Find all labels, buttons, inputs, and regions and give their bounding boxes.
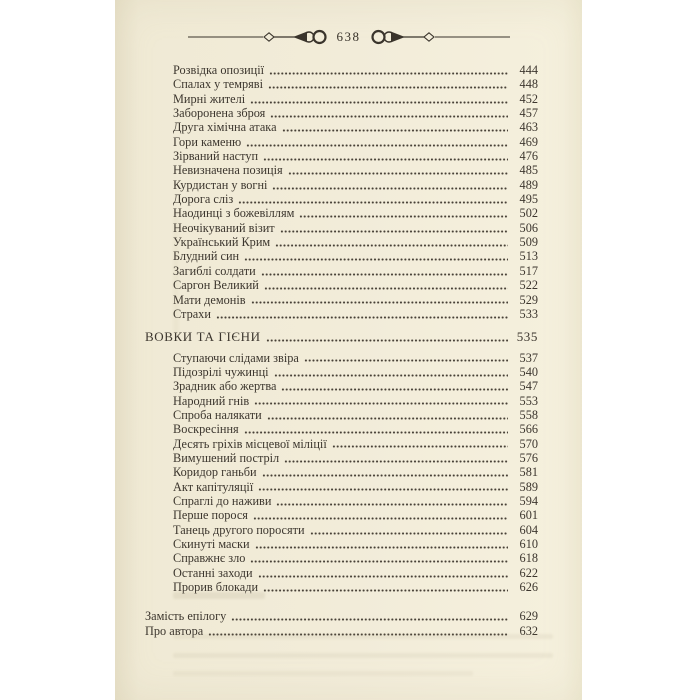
- toc-label: Спроба налякати: [173, 407, 262, 422]
- toc-row: [145, 379, 538, 393]
- toc-row: [145, 609, 538, 623]
- toc-row: [145, 63, 538, 77]
- dot-leader: [280, 230, 508, 233]
- bleed-through-mark: [173, 653, 553, 658]
- header-ornament-left-icon: [188, 28, 328, 46]
- dot-leader: [250, 560, 508, 563]
- toc-label: Друга хімічна атака: [173, 120, 277, 135]
- toc-row: [145, 465, 538, 479]
- bleed-through-mark: [173, 671, 473, 676]
- toc-page-number: 533: [519, 306, 538, 321]
- dot-leader: [251, 301, 508, 304]
- toc-label: Зрадник або жертва: [173, 379, 277, 394]
- toc-page-number: 594: [519, 493, 538, 508]
- toc-page-number: 509: [519, 235, 538, 250]
- toc-page-number: 463: [519, 120, 538, 135]
- toc-row: [145, 624, 538, 638]
- dot-leader: [216, 316, 508, 319]
- dot-leader: [244, 431, 508, 434]
- toc-label: Прорив блокади: [173, 580, 259, 595]
- toc-row: [145, 351, 538, 365]
- dot-leader: [244, 258, 508, 261]
- toc-label: Скинуті маски: [173, 537, 250, 551]
- toc-label: Ступаючи слідами звіра: [173, 350, 299, 365]
- dot-leader: [268, 86, 508, 89]
- toc-page-number: 495: [519, 192, 538, 207]
- toc-label: Заборонена зброя: [173, 106, 266, 121]
- dot-leader: [310, 532, 508, 535]
- page-number: 638: [336, 29, 361, 44]
- toc-row: [145, 551, 538, 565]
- toc-label: Український Крим: [173, 235, 271, 250]
- toc-page-number: 469: [519, 134, 538, 149]
- toc-page-number: 629: [519, 609, 538, 624]
- dot-leader: [263, 158, 508, 161]
- dot-leader: [231, 618, 508, 621]
- toc-page-number: 448: [519, 77, 538, 92]
- dot-leader: [275, 244, 508, 247]
- toc-row: [145, 206, 538, 220]
- dot-leader: [299, 215, 508, 218]
- dot-leader: [288, 172, 508, 175]
- dot-leader: [304, 359, 508, 362]
- dot-leader: [255, 546, 508, 549]
- toc-page-number: 601: [519, 508, 538, 523]
- dot-leader: [263, 589, 508, 592]
- toc-page-number: 537: [519, 350, 538, 365]
- toc-page-number: 576: [519, 450, 538, 465]
- toc-page-number: 622: [519, 565, 538, 580]
- toc-row: [145, 451, 538, 465]
- book-page: [115, 0, 582, 700]
- toc-label: Спалах у темряві: [173, 77, 264, 92]
- dot-leader: [274, 374, 508, 377]
- dot-leader: [284, 460, 508, 463]
- toc-label: Підозрілі чужинці: [173, 364, 269, 379]
- toc-label: Танець другого поросяти: [173, 522, 305, 537]
- toc-row: [145, 437, 538, 451]
- toc-label: Страхи: [173, 306, 211, 321]
- toc-label: Розвідка опозиції: [173, 63, 265, 77]
- toc-page-number: 517: [519, 263, 538, 278]
- dot-leader: [254, 402, 508, 405]
- toc-row: [145, 249, 538, 263]
- toc-row: [145, 494, 538, 508]
- toc-row: [145, 92, 538, 106]
- toc-page-number: 513: [519, 249, 538, 264]
- toc-row: [145, 106, 538, 120]
- toc-label: Вимушений постріл: [173, 450, 280, 465]
- toc-label: Воскресіння: [173, 422, 239, 437]
- toc-row: [145, 566, 538, 580]
- toc-label: Десять гріхів місцевої міліції: [173, 436, 327, 451]
- toc-page-number: 489: [519, 177, 538, 192]
- toc-page-number: 476: [519, 149, 538, 164]
- dot-leader: [208, 633, 508, 636]
- dot-leader: [332, 445, 508, 448]
- dot-leader: [281, 388, 508, 391]
- toc-page-number: 610: [519, 537, 538, 551]
- toc-label: Мирні жителі: [173, 91, 246, 106]
- dot-leader: [261, 273, 508, 276]
- toc-row: [145, 293, 538, 307]
- toc-label: Неочікуваний візит: [173, 220, 275, 235]
- toc-row: [145, 192, 538, 206]
- toc-page-number: 604: [519, 522, 538, 537]
- toc-page-number: 457: [519, 106, 538, 121]
- dot-leader: [266, 339, 508, 342]
- toc-label: Мати демонів: [173, 292, 246, 307]
- toc-page-number: 618: [519, 551, 538, 566]
- dot-leader: [272, 187, 508, 190]
- toc-page-number: 570: [519, 436, 538, 451]
- toc-page-number: 566: [519, 422, 538, 437]
- toc-label: Саргон Великий: [173, 278, 259, 293]
- dot-leader: [264, 287, 508, 290]
- dot-leader: [246, 144, 508, 147]
- toc-row: [145, 523, 538, 537]
- toc-page-number: 581: [519, 465, 538, 480]
- toc-row: [145, 264, 538, 278]
- toc-label: Останні заходи: [173, 565, 253, 580]
- toc-row: [145, 480, 538, 494]
- toc-label: Блудний син: [173, 249, 240, 264]
- dot-leader: [262, 474, 508, 477]
- dot-leader: [276, 503, 508, 506]
- toc-label: Зірваний наступ: [173, 149, 259, 164]
- toc-label: Перше порося: [173, 508, 248, 523]
- toc-page-number: 452: [519, 91, 538, 106]
- toc-row: [145, 580, 538, 594]
- toc-row: [145, 221, 538, 235]
- toc-label: Невизначена позиція: [173, 163, 283, 178]
- dot-leader: [282, 129, 508, 132]
- toc-row: [145, 163, 538, 177]
- toc-label: Гори каменю: [173, 134, 242, 149]
- toc-row: [145, 178, 538, 192]
- toc-page-number: 632: [519, 623, 538, 638]
- toc-page-number: 506: [519, 220, 538, 235]
- table-of-contents: [145, 63, 538, 638]
- toc-page-number: 444: [519, 63, 538, 77]
- dot-leader: [258, 575, 508, 578]
- toc-page-number: 547: [519, 379, 538, 394]
- toc-row: [145, 408, 538, 422]
- toc-page-number: 502: [519, 206, 538, 221]
- header-ornament-right-icon: [370, 28, 510, 46]
- toc-page-number: 553: [519, 393, 538, 408]
- toc-row: [145, 278, 538, 292]
- toc-label: Про автора: [145, 623, 204, 638]
- toc-label: Народний гнів: [173, 393, 250, 408]
- toc-label: Коридор ганьби: [173, 465, 257, 480]
- toc-label: Акт капітуляції: [173, 479, 254, 494]
- dot-leader: [269, 72, 508, 75]
- toc-page-number: 589: [519, 479, 538, 494]
- dot-leader: [253, 517, 508, 520]
- toc-row: [145, 422, 538, 436]
- toc-row: [145, 508, 538, 522]
- toc-label: ВОВКИ ТА ГІЄНИ: [145, 329, 261, 345]
- toc-page-number: 522: [519, 278, 538, 293]
- toc-label: Загиблі солдати: [173, 263, 256, 278]
- toc-page-number: 558: [519, 407, 538, 422]
- dot-leader: [270, 115, 508, 118]
- toc-page-number: 626: [519, 580, 538, 595]
- toc-label: Спраглі до наживи: [173, 493, 272, 508]
- toc-page-number: 485: [519, 163, 538, 178]
- toc-label: Справжнє зло: [173, 551, 246, 566]
- toc-page-number: 529: [519, 292, 538, 307]
- toc-row: [145, 135, 538, 149]
- dot-leader: [258, 488, 508, 491]
- dot-leader: [267, 417, 508, 420]
- toc-row: [145, 537, 538, 551]
- toc-row: [145, 394, 538, 408]
- toc-section-row: [145, 330, 538, 344]
- toc-row: [145, 235, 538, 249]
- toc-row: [145, 365, 538, 379]
- toc-label: Наодинці з божевіллям: [173, 206, 295, 221]
- dot-leader: [250, 101, 508, 104]
- dot-leader: [238, 201, 508, 204]
- toc-row: [145, 77, 538, 91]
- toc-row: [145, 149, 538, 163]
- toc-page-number: 535: [516, 329, 538, 345]
- toc-label: Дорога сліз: [173, 192, 234, 207]
- toc-label: Замість епілогу: [145, 609, 227, 624]
- page-header: [115, 28, 582, 46]
- toc-page-number: 540: [519, 364, 538, 379]
- toc-label: Курдистан у вогні: [173, 177, 268, 192]
- toc-row: [145, 120, 538, 134]
- toc-row: [145, 307, 538, 321]
